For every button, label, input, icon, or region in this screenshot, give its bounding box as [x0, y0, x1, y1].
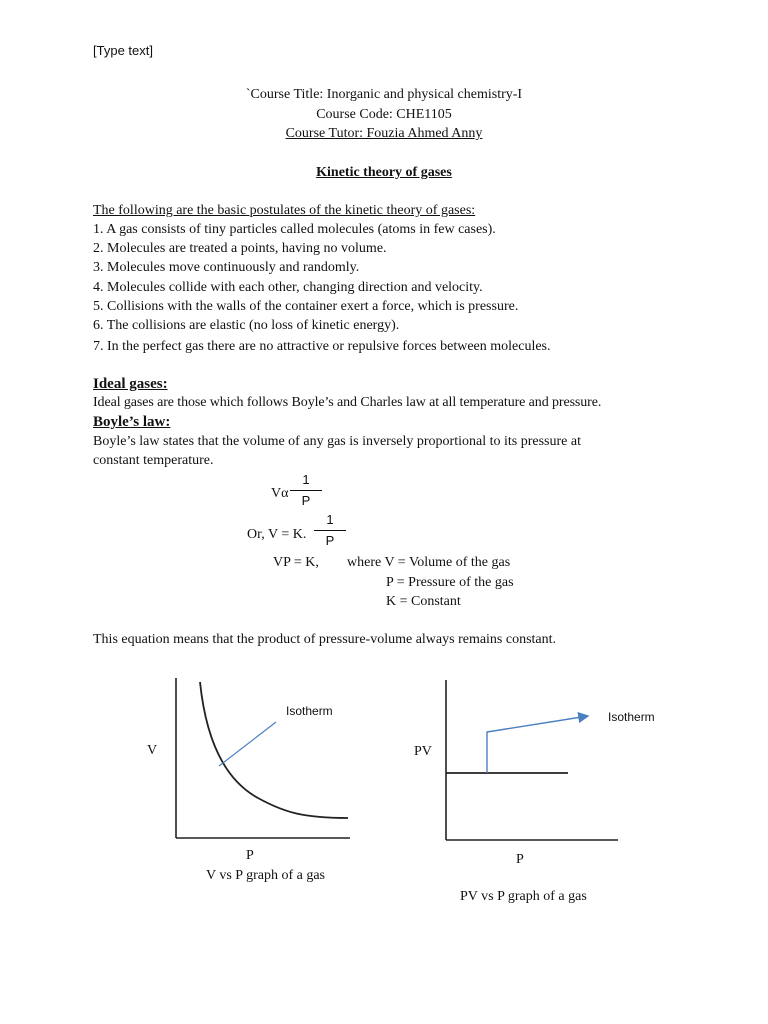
boyles-law-heading: Boyle’s law:	[93, 414, 171, 430]
eq2-left: Or, V = K.	[247, 527, 307, 542]
where-k: K = Constant	[386, 594, 461, 609]
fraction-numerator: 1	[302, 472, 310, 487]
graph1-x-label: P	[246, 848, 254, 863]
postulate-item: 1. A gas consists of tiny particles called molecules (atoms in few cases).	[93, 222, 496, 237]
graph2-caption: PV vs P graph of a gas	[460, 889, 587, 904]
postulate-item: 3. Molecules move continuously and randomly.	[93, 260, 360, 275]
eq1-fraction	[290, 472, 322, 509]
graph1-caption: V vs P graph of a gas	[206, 868, 325, 883]
postulates-intro: The following are the basic postulates of the kinetic theory of gases:	[93, 203, 476, 218]
postulate-item: 4. Molecules collide with each other, changing direction and velocity.	[93, 280, 483, 295]
postulate-item: 5. Collisions with the walls of the container exert a force, which is pressure.	[93, 299, 519, 314]
isotherm-pointer	[487, 716, 588, 773]
graph2-x-label: P	[516, 852, 524, 867]
graph2-y-label: PV	[414, 744, 432, 759]
fraction-bar	[290, 490, 322, 491]
isotherm-pointer	[219, 722, 276, 766]
section-title: Kinetic theory of gases	[316, 165, 452, 180]
postulate-item: 2. Molecules are treated a points, having no volume.	[93, 241, 387, 256]
fraction-numerator: 1	[326, 512, 334, 527]
boyles-law-line2: constant temperature.	[93, 453, 214, 468]
graph1-y-label: V	[147, 743, 158, 758]
where-v: where V = Volume of the gas	[347, 555, 511, 570]
where-p: P = Pressure of the gas	[386, 575, 514, 590]
course-code: Course Code: CHE1105	[316, 107, 452, 122]
ideal-gases-heading: Ideal gases:	[93, 376, 168, 392]
header-placeholder: [Type text]	[93, 43, 153, 58]
isotherm-curve	[200, 682, 348, 818]
graph2-annotation: Isotherm	[608, 710, 655, 724]
eq3: VP = K,	[273, 555, 319, 570]
fraction-denominator: P	[325, 533, 335, 548]
graph-v-vs-p	[130, 670, 370, 900]
graph1-annotation: Isotherm	[286, 704, 333, 718]
postulate-item: 7. In the perfect gas there are no attractive or repulsive forces between molecules.	[93, 339, 551, 354]
ideal-gases-text: Ideal gases are those which follows Boyle’s and Charles law at all temperature and pressure.	[93, 395, 602, 410]
summary-text: This equation means that the product of pressure-volume always remains constant.	[93, 632, 557, 647]
fraction-denominator: P	[301, 493, 311, 508]
eq1-left: Vα	[271, 486, 289, 501]
fraction-bar	[314, 530, 346, 531]
course-title: `Course Title: Inorganic and physical chemistry-I	[245, 87, 523, 102]
graph-pv-vs-p	[400, 670, 690, 910]
eq2-fraction	[314, 512, 346, 549]
course-tutor: Course Tutor: Fouzia Ahmed Anny	[285, 126, 483, 141]
boyles-law-line1: Boyle’s law states that the volume of any gas is inversely proportional to its pressure at	[93, 434, 581, 449]
postulate-item: 6. The collisions are elastic (no loss of kinetic energy).	[93, 318, 400, 333]
